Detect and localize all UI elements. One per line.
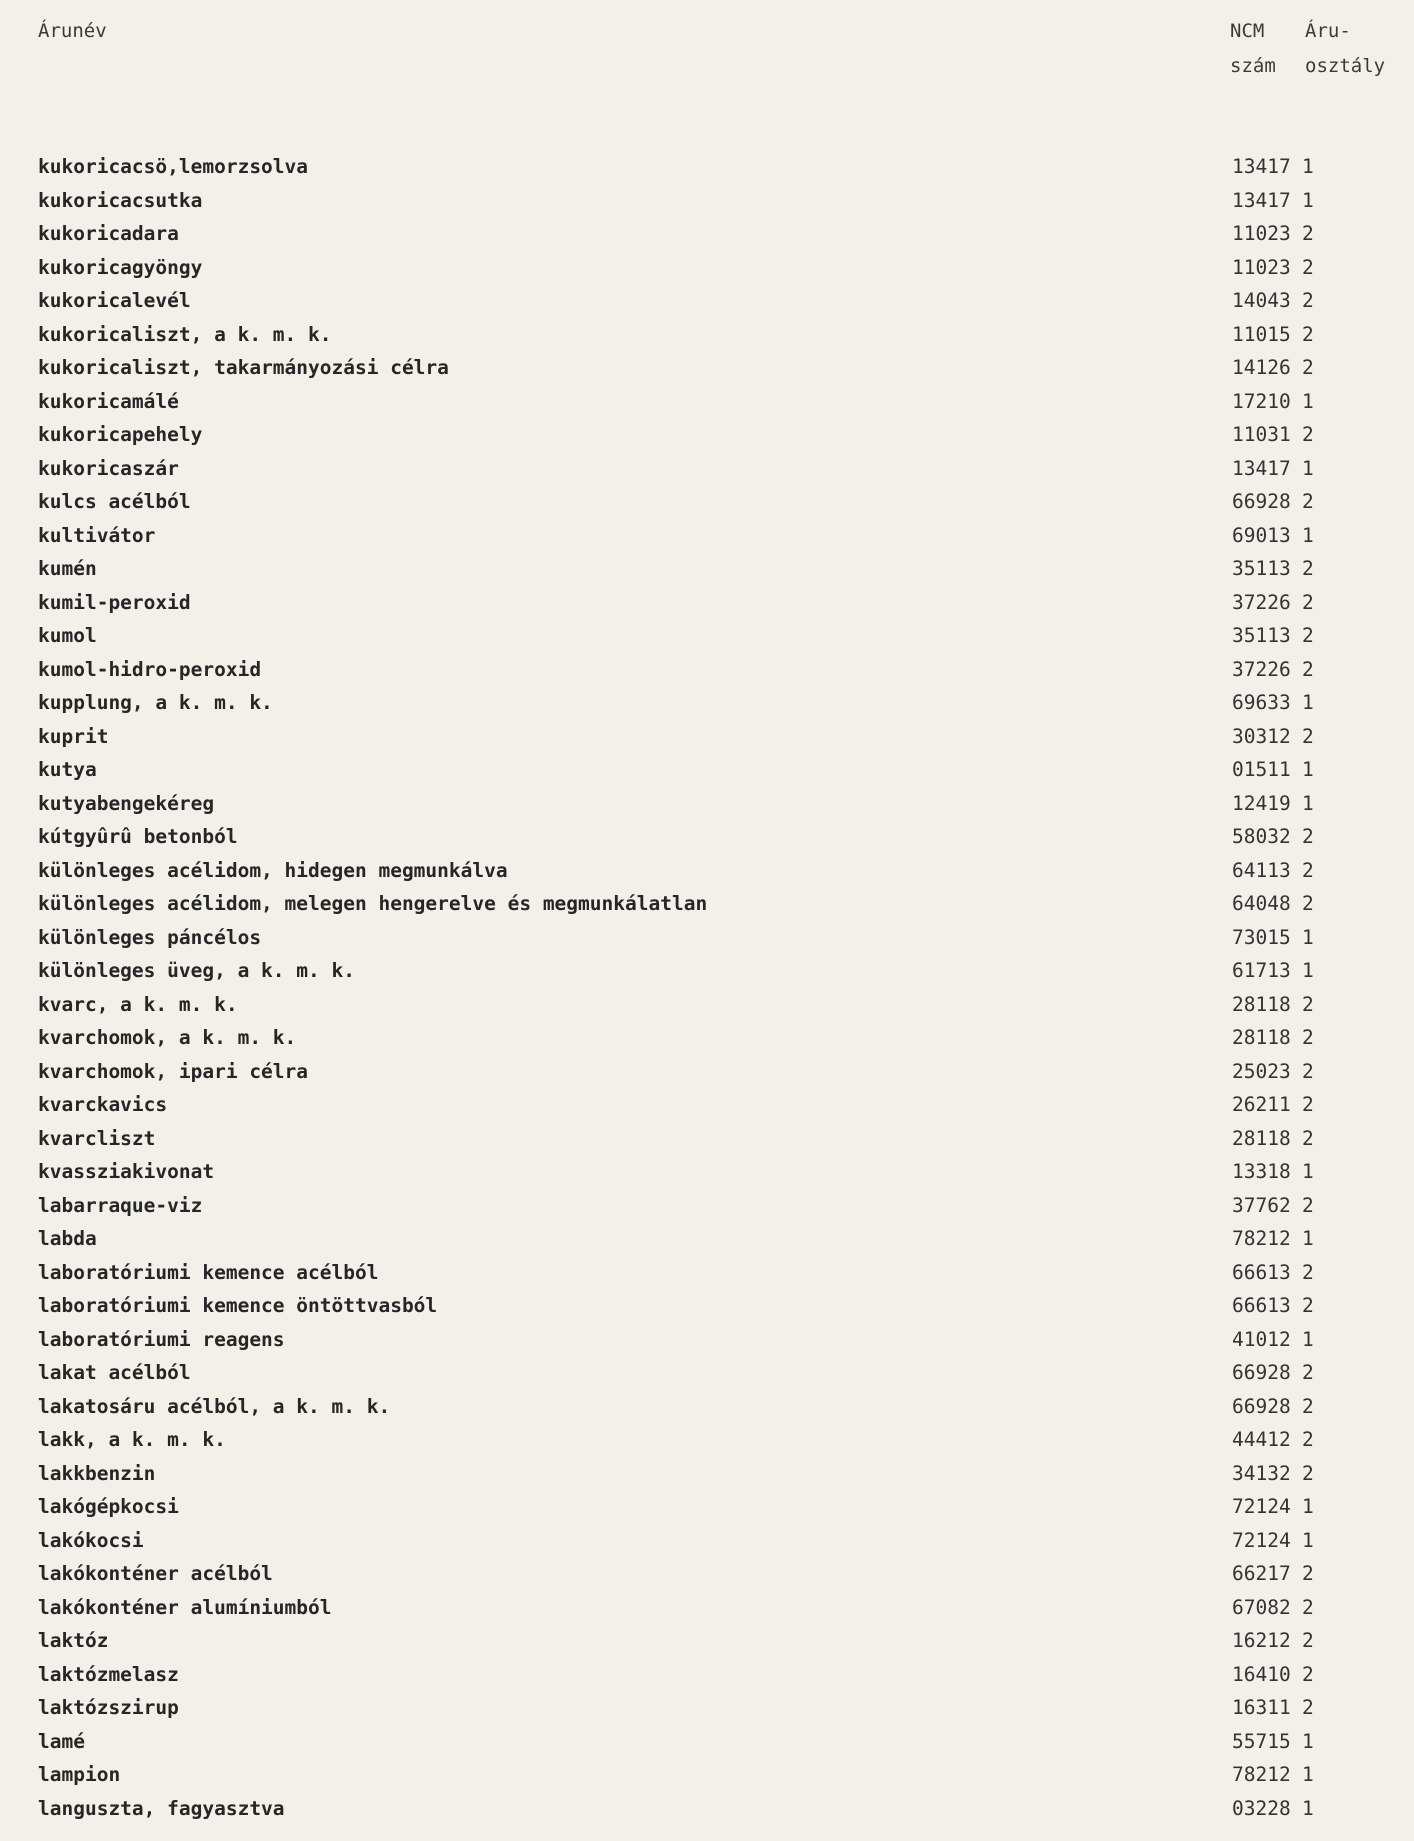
item-class: 1 [1302, 1495, 1314, 1518]
item-ncm-number: 41012 [1232, 1327, 1291, 1351]
item-name: különleges páncélos [38, 925, 262, 949]
item-class: 2 [1302, 222, 1314, 245]
list-item [0, 150, 1414, 184]
item-name: kukoricadara [38, 222, 179, 245]
item-name: kvarckavics [38, 1093, 168, 1116]
item-ncm-number: 14043 [1232, 289, 1291, 312]
list-item [0, 1691, 1414, 1725]
item-name: lakókocsi [38, 1528, 144, 1552]
item-class: 2 [1302, 1193, 1314, 1217]
list-item [0, 1356, 1414, 1390]
item-name: kukoricalevél [38, 289, 191, 312]
item-name: kvarcliszt [38, 1126, 156, 1150]
item-class: 1 [1302, 1160, 1314, 1183]
item-ncm-number: 35113 [1232, 557, 1291, 580]
item-ncm-number: 66613 [1232, 1260, 1291, 1284]
list-item [0, 1189, 1414, 1223]
list-item [0, 217, 1414, 251]
item-class: 1 [1302, 456, 1314, 480]
column-header-class-line2: osztály [1305, 55, 1386, 77]
item-class: 2 [1302, 657, 1314, 681]
item-ncm-number: 61713 [1232, 959, 1291, 982]
item-name: különleges üveg, a k. m. k. [38, 959, 355, 982]
item-class: 1 [1302, 523, 1314, 547]
list-item [0, 1490, 1414, 1524]
list-item [0, 1021, 1414, 1055]
item-name: kukoricaliszt, takarmányozási célra [38, 356, 449, 379]
list-item [0, 854, 1414, 888]
list-item [0, 1423, 1414, 1457]
item-name: kupplung, a k. m. k. [38, 691, 273, 714]
item-ncm-number: 66613 [1232, 1294, 1291, 1317]
item-name: lakatosáru acélból, a k. m. k. [38, 1394, 391, 1418]
item-class: 2 [1302, 1428, 1314, 1451]
item-class: 2 [1302, 322, 1314, 346]
item-class: 1 [1302, 758, 1314, 781]
item-ncm-number: 44412 [1232, 1428, 1291, 1451]
item-ncm-number: 16410 [1232, 1662, 1291, 1686]
item-name: languszta, fagyasztva [38, 1796, 285, 1820]
item-ncm-number: 28118 [1232, 1026, 1291, 1049]
item-ncm-number: 35113 [1232, 624, 1291, 647]
item-name: laktózszirup [38, 1696, 179, 1719]
item-class: 1 [1302, 1796, 1314, 1820]
item-ncm-number: 17210 [1232, 389, 1291, 413]
item-name: labarraque-viz [38, 1193, 203, 1217]
item-class: 2 [1302, 423, 1314, 446]
list-item [0, 1289, 1414, 1323]
list-item [0, 1758, 1414, 1792]
list-item [0, 753, 1414, 787]
item-class: 2 [1302, 825, 1314, 848]
item-ncm-number: 69633 [1232, 691, 1291, 714]
item-name: kukoricagyöngy [38, 255, 203, 279]
list-item [0, 251, 1414, 285]
list-item [0, 720, 1414, 754]
item-ncm-number: 66928 [1232, 1361, 1291, 1384]
item-ncm-number: 28118 [1232, 992, 1291, 1016]
item-name: kukoricaliszt, a k. m. k. [38, 322, 332, 346]
column-header-class: Áru- [1305, 20, 1351, 42]
list-item [0, 485, 1414, 519]
column-header-ncm: NCM [1230, 20, 1265, 42]
item-name: lakk, a k. m. k. [38, 1428, 226, 1451]
item-ncm-number: 03228 [1232, 1796, 1291, 1820]
list-item [0, 1222, 1414, 1256]
item-class: 2 [1302, 1394, 1314, 1418]
list-item [0, 1557, 1414, 1591]
item-class: 1 [1302, 188, 1314, 212]
item-class: 2 [1302, 892, 1314, 915]
item-class: 2 [1302, 557, 1314, 580]
list-item [0, 1155, 1414, 1189]
item-ncm-number: 25023 [1232, 1059, 1291, 1083]
list-item [0, 954, 1414, 988]
item-name: kutya [38, 758, 97, 781]
list-item [0, 653, 1414, 687]
item-class: 2 [1302, 858, 1314, 882]
item-name: laboratóriumi kemence öntöttvasból [38, 1294, 438, 1317]
item-ncm-number: 11031 [1232, 423, 1291, 446]
item-class: 2 [1302, 724, 1314, 748]
list-item [0, 586, 1414, 620]
list-item [0, 1524, 1414, 1558]
item-ncm-number: 73015 [1232, 925, 1291, 949]
item-name: kutyabengekéreg [38, 791, 215, 815]
item-name: kukoricapehely [38, 423, 203, 446]
item-name: laboratóriumi kemence acélból [38, 1260, 379, 1284]
item-class: 1 [1302, 925, 1314, 949]
item-class: 1 [1302, 1227, 1314, 1250]
list-item [0, 318, 1414, 352]
list-item [0, 184, 1414, 218]
item-ncm-number: 66928 [1232, 490, 1291, 513]
item-ncm-number: 13417 [1232, 456, 1291, 480]
item-ncm-number: 13417 [1232, 155, 1291, 178]
item-ncm-number: 37762 [1232, 1193, 1291, 1217]
list-item [0, 519, 1414, 553]
item-ncm-number: 72124 [1232, 1495, 1291, 1518]
item-name: kumol [38, 624, 97, 647]
list-item [0, 1725, 1414, 1759]
list-item [0, 1591, 1414, 1625]
item-class: 2 [1302, 1696, 1314, 1719]
item-name: kumil-peroxid [38, 590, 191, 614]
list-item [0, 1055, 1414, 1089]
item-name: lakógépkocsi [38, 1495, 179, 1518]
item-ncm-number: 64113 [1232, 858, 1291, 882]
goods-list [0, 150, 1414, 1825]
item-name: lakkbenzin [38, 1461, 156, 1485]
item-name: kvassziakivonat [38, 1160, 215, 1183]
item-name: kultivátor [38, 523, 156, 547]
item-name: kukoricaszár [38, 456, 179, 480]
list-item [0, 552, 1414, 586]
item-class: 1 [1302, 691, 1314, 714]
list-item [0, 452, 1414, 486]
item-name: kvarc, a k. m. k. [38, 992, 238, 1016]
item-ncm-number: 16311 [1232, 1696, 1291, 1719]
item-class: 2 [1302, 590, 1314, 614]
list-item [0, 284, 1414, 318]
item-class: 2 [1302, 356, 1314, 379]
item-class: 2 [1302, 1629, 1314, 1652]
item-class: 1 [1302, 791, 1314, 815]
item-class: 2 [1302, 1562, 1314, 1585]
item-ncm-number: 13318 [1232, 1160, 1291, 1183]
item-class: 1 [1302, 1763, 1314, 1786]
item-class: 1 [1302, 389, 1314, 413]
list-item [0, 988, 1414, 1022]
item-name: labda [38, 1227, 97, 1250]
item-class: 1 [1302, 1528, 1314, 1552]
item-ncm-number: 78212 [1232, 1763, 1291, 1786]
item-name: laktózmelasz [38, 1662, 179, 1686]
item-ncm-number: 11015 [1232, 322, 1291, 346]
item-ncm-number: 16212 [1232, 1629, 1291, 1652]
item-class: 2 [1302, 1662, 1314, 1686]
item-class: 2 [1302, 1126, 1314, 1150]
item-class: 2 [1302, 1059, 1314, 1083]
item-ncm-number: 78212 [1232, 1227, 1291, 1250]
item-ncm-number: 30312 [1232, 724, 1291, 748]
item-class: 2 [1302, 255, 1314, 279]
item-ncm-number: 14126 [1232, 356, 1291, 379]
item-class: 2 [1302, 490, 1314, 513]
item-name: kumol-hidro-peroxid [38, 657, 262, 681]
item-ncm-number: 12419 [1232, 791, 1291, 815]
list-item [0, 1122, 1414, 1156]
item-name: lakókonténer acélból [38, 1562, 273, 1585]
list-item [0, 686, 1414, 720]
item-name: különleges acélidom, melegen hengerelve és megmunkálatlan [38, 892, 708, 915]
list-item [0, 1088, 1414, 1122]
item-ncm-number: 55715 [1232, 1729, 1291, 1753]
item-ncm-number: 28118 [1232, 1126, 1291, 1150]
list-item [0, 385, 1414, 419]
item-ncm-number: 67082 [1232, 1595, 1291, 1619]
item-ncm-number: 37226 [1232, 657, 1291, 681]
item-class: 2 [1302, 289, 1314, 312]
list-item [0, 619, 1414, 653]
item-ncm-number: 01511 [1232, 758, 1291, 781]
item-ncm-number: 34132 [1232, 1461, 1291, 1485]
item-ncm-number: 26211 [1232, 1093, 1291, 1116]
item-ncm-number: 13417 [1232, 188, 1291, 212]
list-item [0, 418, 1414, 452]
item-ncm-number: 66217 [1232, 1562, 1291, 1585]
item-ncm-number: 11023 [1232, 222, 1291, 245]
item-ncm-number: 64048 [1232, 892, 1291, 915]
item-name: kvarchomok, ipari célra [38, 1059, 309, 1083]
item-name: különleges acélidom, hidegen megmunkálva [38, 858, 508, 882]
item-class: 2 [1302, 1026, 1314, 1049]
item-ncm-number: 11023 [1232, 255, 1291, 279]
list-item [0, 1658, 1414, 1692]
list-item [0, 1390, 1414, 1424]
list-item [0, 787, 1414, 821]
item-class: 2 [1302, 1461, 1314, 1485]
list-item [0, 1323, 1414, 1357]
item-name: laktóz [38, 1629, 109, 1652]
list-item [0, 351, 1414, 385]
column-header-ncm-line2: szám [1230, 55, 1276, 77]
list-item [0, 887, 1414, 921]
list-item [0, 820, 1414, 854]
item-name: kukoricacsö,lemorzsolva [38, 155, 309, 178]
item-name: kulcs acélból [38, 490, 191, 513]
item-name: lakókonténer alumíniumból [38, 1595, 332, 1619]
item-class: 2 [1302, 1294, 1314, 1317]
item-ncm-number: 37226 [1232, 590, 1291, 614]
list-item [0, 1256, 1414, 1290]
item-ncm-number: 72124 [1232, 1528, 1291, 1552]
column-header-name: Árunév [38, 20, 107, 42]
item-name: lakat acélból [38, 1361, 191, 1384]
item-ncm-number: 69013 [1232, 523, 1291, 547]
item-name: laboratóriumi reagens [38, 1327, 285, 1351]
item-class: 2 [1302, 624, 1314, 647]
item-name: kútgyûrû betonból [38, 825, 238, 848]
item-name: kumén [38, 557, 97, 580]
list-item [0, 1792, 1414, 1826]
item-class: 1 [1302, 155, 1314, 178]
item-class: 1 [1302, 1327, 1314, 1351]
item-ncm-number: 66928 [1232, 1394, 1291, 1418]
item-class: 2 [1302, 1595, 1314, 1619]
item-name: kvarchomok, a k. m. k. [38, 1026, 297, 1049]
list-item [0, 921, 1414, 955]
item-ncm-number: 58032 [1232, 825, 1291, 848]
item-name: kuprit [38, 724, 109, 748]
item-class: 2 [1302, 1361, 1314, 1384]
list-item [0, 1624, 1414, 1658]
item-class: 2 [1302, 992, 1314, 1016]
item-class: 1 [1302, 959, 1314, 982]
item-name: kukoricacsutka [38, 188, 203, 212]
item-class: 2 [1302, 1093, 1314, 1116]
item-name: lampion [38, 1763, 121, 1786]
list-item [0, 1457, 1414, 1491]
item-name: kukoricamálé [38, 389, 179, 413]
item-name: lamé [38, 1729, 85, 1753]
item-class: 1 [1302, 1729, 1314, 1753]
item-class: 2 [1302, 1260, 1314, 1284]
